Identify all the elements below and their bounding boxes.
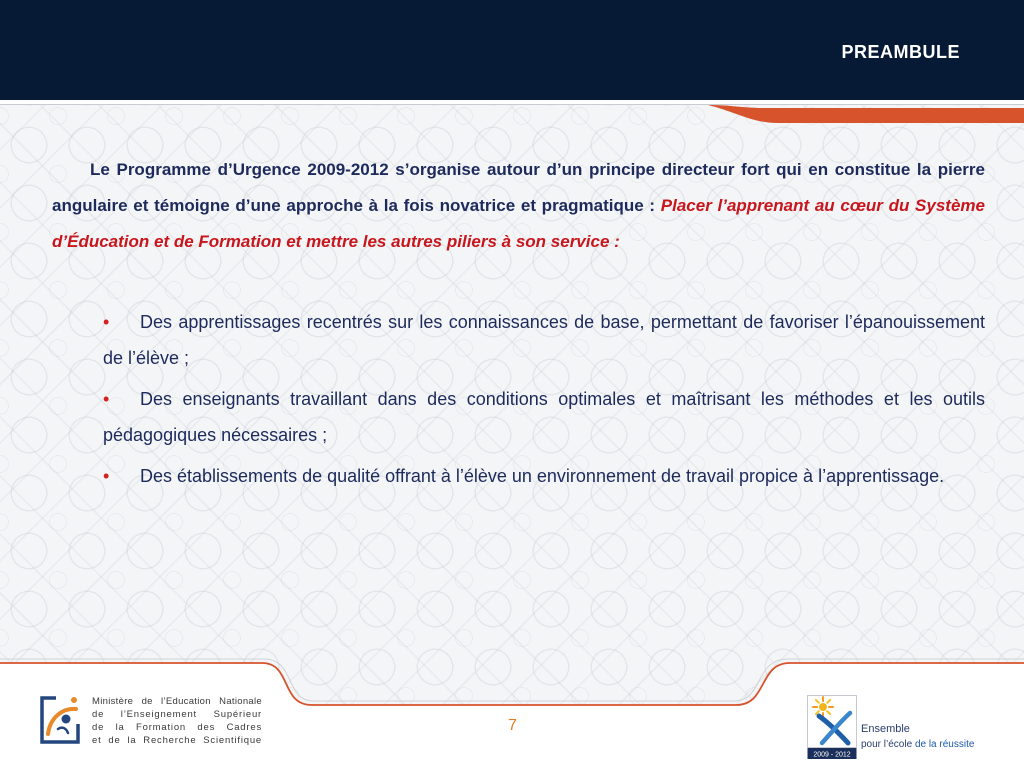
bullet-marker: •: [103, 466, 110, 486]
logo-head: [62, 715, 71, 724]
logo-swoosh: [48, 709, 76, 734]
campaign-slogan: [861, 722, 974, 752]
campaign-logo-icon: [806, 694, 858, 760]
sun-icon: [813, 697, 833, 717]
logo-body: [58, 728, 68, 733]
bullet-item: [103, 458, 985, 494]
logo-dot: [71, 697, 77, 703]
slogan-line-2-accent: de la réussite: [914, 739, 975, 750]
bullet-item: [103, 304, 985, 376]
orange-accent-stripe: [708, 105, 1024, 123]
intro-text: Le Programme d’Urgence 2009-2012 s’organise autour d’un principe directeur fort qui en constitue la pierre angulaire et témoigne d’une approche à la fois novatrice et pragmatique :: [52, 160, 985, 215]
intro-highlight: Placer l’apprenant au cœur du Système d’Éducation et de Formation et mettre les autres piliers à son service :: [52, 196, 985, 251]
ministry-name: [92, 695, 262, 747]
header-white-gap: [0, 100, 1024, 104]
ministry-name-line: de la Formation des Cadres: [92, 722, 262, 733]
slide-title: PREAMBULE: [841, 42, 960, 62]
bullet-marker: •: [103, 312, 110, 332]
slide-footer: [0, 654, 1024, 768]
ministry-name-line: et de la Recherche Scientifique: [92, 735, 262, 746]
bullet-text: Des établissements de qualité offrant à l’élève un environnement de travail propice à l’apprentissage.: [140, 466, 945, 486]
slogan-line-2: [861, 737, 974, 752]
bullet-text: Des apprentissages recentrés sur les connaissances de base, permettant de favoriser l’épanouissement de l’élève ;: [103, 312, 985, 368]
ministry-logo-icon: [36, 692, 84, 748]
bullet-list: [103, 304, 985, 499]
bullet-item: [103, 381, 985, 453]
ministry-name-line: de l’Enseignement Supérieur: [92, 709, 262, 720]
bullet-marker: •: [103, 389, 110, 409]
slogan-line-1: Ensemble: [861, 723, 910, 735]
bullet-text: Des enseignants travaillant dans des conditions optimales et maîtrisant les méthodes et les outils pédagogiques nécessaires ;: [103, 389, 985, 445]
slogan-line-2-start: pour l’école: [861, 739, 913, 750]
campaign-logo-frame: [808, 696, 857, 748]
campaign-years: 2009 - 2012: [813, 751, 851, 759]
slide-header: [0, 0, 1024, 100]
page-number: 7: [508, 717, 517, 734]
ministry-name-line: Ministère de l’Education Nationale: [92, 696, 262, 707]
intro-paragraph: [52, 152, 985, 260]
header-accent-band: [0, 100, 1024, 126]
